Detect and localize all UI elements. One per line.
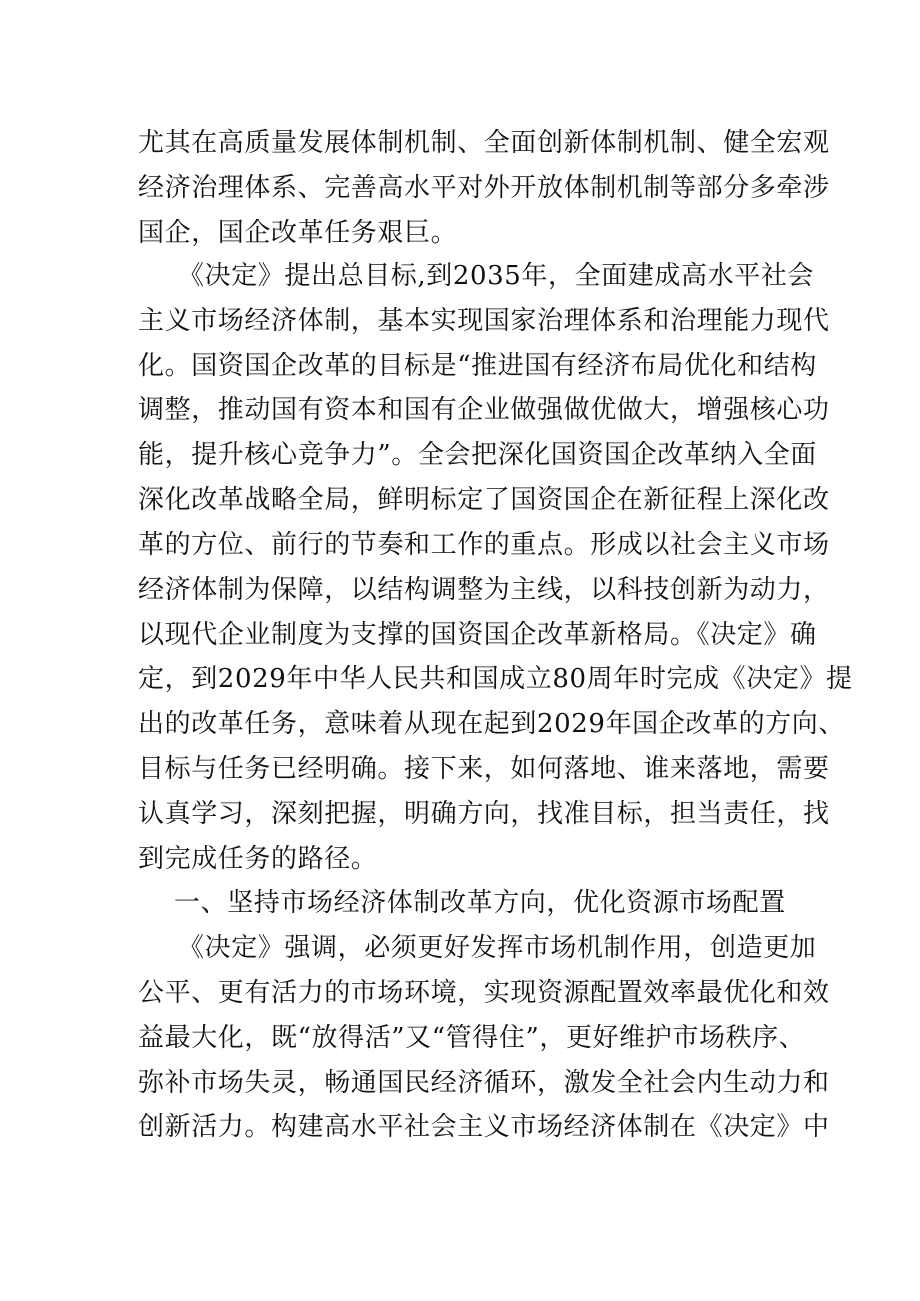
text-line: 公平、更有活力的市场环境，实现资源配置效率最优化和效 (138, 978, 830, 1008)
text-line: 以现代企业制度为支撑的国资国企改革新格局。《决定》确 (138, 620, 817, 650)
text-line: 弥补市场失灵，畅通国民经济循环，激发全社会内生动力和 (138, 1068, 830, 1098)
text-line: 调整，推动国有资本和国有企业做强做优做大，增强核心功 (138, 395, 830, 425)
paragraph-first-line: 《决定》提出总目标,到2035年，全面建成高水平社会 (178, 261, 815, 291)
text-line: 革的方位、前行的节奏和工作的重点。形成以社会主义市场 (138, 530, 830, 560)
text-line: 主义市场经济体制，基本实现国家治理体系和治理能力现代 (138, 306, 830, 336)
text-line: 经济体制为保障，以结构调整为主线，以科技创新为动力， (138, 575, 830, 605)
text-line: 益最大化，既“放得活”又“管得住”，更好维护市场秩序、 (138, 1023, 806, 1053)
text-line: 国企，国企改革任务艰巨。 (138, 218, 458, 248)
section-heading: 一、坚持市场经济体制改革方向，优化资源市场配置 (174, 888, 786, 918)
text-line: 化。国资国企改革的目标是“推进国有经济布局优化和结构 (138, 351, 817, 381)
text-line: 到完成任务的路径。 (138, 844, 378, 874)
paragraph-first-line: 《决定》强调，必须更好发挥市场机制作用，创造更加 (178, 933, 817, 963)
text-line: 创新活力。构建高水平社会主义市场经济体制在《决定》中 (138, 1112, 830, 1142)
text-line: 认真学习，深刻把握，明确方向，找准目标，担当责任，找 (138, 799, 830, 829)
text-line: 深化改革战略全局，鲜明标定了国资国企在新征程上深化改 (138, 485, 830, 515)
text-line: 定，到2029年中华人民共和国成立80周年时完成《决定》提 (138, 664, 853, 694)
text-line: 经济治理体系、完善高水平对外开放体制机制等部分多牵涉 (138, 173, 830, 203)
text-line: 目标与任务已经明确。接下来，如何落地、谁来落地，需要 (138, 754, 830, 784)
text-line: 能，提升核心竞争力”。全会把深化国资国企改革纳入全面 (138, 440, 817, 470)
text-line: 尤其在高质量发展体制机制、全面创新体制机制、健全宏观 (138, 128, 830, 158)
text-line: 出的改革任务，意味着从现在起到2029年国企改革的方向、 (138, 709, 845, 739)
